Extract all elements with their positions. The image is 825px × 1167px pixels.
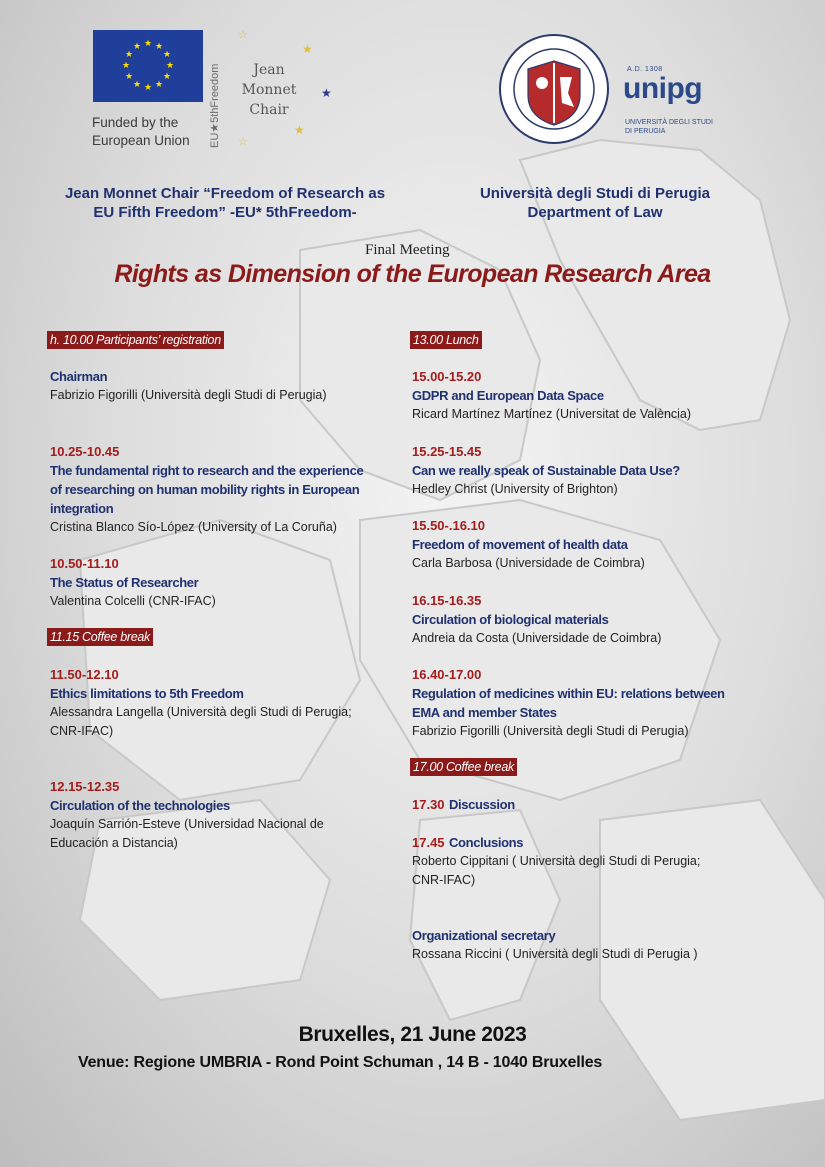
session-time: 11.50-12.10 xyxy=(50,667,119,682)
svg-text:★: ★ xyxy=(133,42,142,52)
registration-badge: h. 10.00 Participants’ registration xyxy=(47,331,224,349)
eu5thfreedom-vertical-label xyxy=(206,40,222,150)
session-speaker: Cristina Blanco Sío-López (University of La Coruña) xyxy=(50,520,337,534)
svg-text:★: ★ xyxy=(155,80,164,90)
secretary-label: Organizational secretary xyxy=(412,928,556,943)
star-icon: ★ xyxy=(294,123,305,137)
header-left-line: Jean Monnet Chair “Freedom of Research as xyxy=(64,185,386,202)
session-title: Circulation of biological materials xyxy=(412,612,609,627)
jm-line: Chair xyxy=(249,102,289,118)
session-time: 15.50-.16.10 xyxy=(412,518,486,533)
svg-text:★: ★ xyxy=(125,72,134,82)
secretary-block xyxy=(412,926,792,964)
unipg-subtitle xyxy=(625,118,735,136)
unipg-year: A.D. 1308 xyxy=(627,66,663,73)
session-time: 10.50-11.10 xyxy=(50,556,119,571)
chairman-block xyxy=(50,367,410,405)
session-speaker: Joaquín Sarrión-Esteve (Universidad Nacional de xyxy=(50,817,324,831)
session-item xyxy=(412,367,792,424)
chairman-label: Chairman xyxy=(50,369,108,384)
unipg-sub-line: DI PERUGIA xyxy=(625,128,666,135)
eu-union-line: European Union xyxy=(92,133,190,148)
discussion-item xyxy=(412,795,792,814)
session-time: 12.15-12.35 xyxy=(50,779,120,794)
header-left xyxy=(40,184,410,222)
svg-text:EU★5thFreedom: EU★5thFreedom xyxy=(209,63,221,148)
session-item xyxy=(50,777,410,853)
session-title: Circulation of the technologies xyxy=(50,798,230,813)
eu-funded-line: Funded by the xyxy=(92,115,179,130)
session-title: EMA and member States xyxy=(412,705,557,720)
header-right-line: Department of Law xyxy=(527,204,663,221)
university-seal-icon xyxy=(498,33,610,145)
coffee-break-badge: 11.15 Coffee break xyxy=(47,628,153,646)
session-item xyxy=(50,442,410,537)
session-title: Conclusions xyxy=(449,835,524,850)
svg-text:★: ★ xyxy=(125,50,134,60)
coffee-break-badge: 17.00 Coffee break xyxy=(410,758,517,776)
unipg-sub-line: UNIVERSITÀ DEGLI STUDI xyxy=(625,119,713,126)
session-speaker: Educación a Distancia) xyxy=(50,836,178,850)
star-icon: ☆ xyxy=(238,29,248,41)
svg-text:★: ★ xyxy=(144,83,153,93)
session-speaker: Carla Barbosa (Universidade de Coimbra) xyxy=(412,556,645,570)
session-time: 16.40-17.00 xyxy=(412,667,482,682)
city-date: Bruxelles, 21 June 2023 xyxy=(298,1023,527,1046)
star-icon: ★ xyxy=(302,42,313,56)
session-speaker: Andreia da Costa (Universidade de Coimbra) xyxy=(412,631,662,645)
session-speaker: Valentina Colcelli (CNR-IFAC) xyxy=(50,594,216,608)
session-title: Ethics limitations to 5th Freedom xyxy=(50,686,244,701)
jm-line: Monnet xyxy=(241,82,297,98)
jean-monnet-chair-logo xyxy=(234,60,304,120)
jm-line: Jean xyxy=(253,62,285,78)
session-item xyxy=(412,442,792,499)
page-title: Rights as Dimension of the European Research Area xyxy=(114,260,711,288)
venue: Venue: Regione UMBRIA - Rond Point Schuman , 14 B - 1040 Bruxelles xyxy=(78,1054,603,1071)
session-time: 16.15-16.35 xyxy=(412,593,482,608)
header-right xyxy=(460,184,730,222)
star-icon: ★ xyxy=(321,86,332,100)
session-speaker: Ricard Martínez Martínez (Universitat de València) xyxy=(412,407,692,421)
session-speaker: Fabrizio Figorilli (Università degli Studi di Perugia) xyxy=(412,724,689,738)
session-title: The Status of Researcher xyxy=(50,575,199,590)
session-item xyxy=(50,665,410,741)
session-item xyxy=(412,665,792,741)
session-time: 10.25-10.45 xyxy=(50,444,120,459)
chairman-name: Fabrizio Figorilli (Università degli Studi di Perugia) xyxy=(50,388,327,402)
conclusions-item xyxy=(412,833,792,890)
session-title: GDPR and European Data Space xyxy=(412,388,604,403)
session-speaker: Hedley Christ (University of Brighton) xyxy=(412,482,618,496)
header-left-line: EU Fifth Freedom” -EU* 5thFreedom- xyxy=(93,204,357,221)
lunch-badge: 13.00 Lunch xyxy=(410,331,482,349)
star-icon: ☆ xyxy=(238,136,248,148)
session-title: The fundamental right to research and the experience xyxy=(50,463,364,478)
session-title: of researching on human mobility rights in European xyxy=(50,482,360,497)
session-title: Discussion xyxy=(449,797,515,812)
session-time: 15.25-15.45 xyxy=(412,444,482,459)
svg-text:★: ★ xyxy=(122,61,131,71)
final-meeting-label: Final Meeting xyxy=(365,242,450,258)
session-speaker: Alessandra Langella (Università degli Studi di Perugia; xyxy=(50,705,352,719)
session-title: Freedom of movement of health data xyxy=(412,537,628,552)
session-title: Regulation of medicines within EU: relations between xyxy=(412,686,725,701)
session-item xyxy=(412,516,792,573)
svg-text:★: ★ xyxy=(163,72,172,82)
unipg-logo: unipg xyxy=(623,72,703,105)
secretary-name: Rossana Riccini ( Università degli Studi di Perugia ) xyxy=(412,947,698,961)
svg-text:★: ★ xyxy=(144,39,153,49)
session-title: integration xyxy=(50,501,114,516)
session-time: 17.30 xyxy=(412,797,445,812)
session-speaker: CNR-IFAC) xyxy=(412,873,476,887)
session-title: Can we really speak of Sustainable Data Use? xyxy=(412,463,680,478)
session-speaker: Roberto Cippitani ( Università degli Studi di Perugia; xyxy=(412,854,701,868)
svg-text:★: ★ xyxy=(155,42,164,52)
svg-text:★: ★ xyxy=(166,61,175,71)
svg-text:★: ★ xyxy=(133,80,142,90)
header-right-line: Università degli Studi di Perugia xyxy=(479,185,711,202)
session-item xyxy=(412,591,792,648)
eu-flag-icon xyxy=(93,30,203,102)
session-time: 15.00-15.20 xyxy=(412,369,482,384)
session-time: 17.45 xyxy=(412,835,445,850)
eu-funded-text xyxy=(92,114,212,150)
svg-text:★: ★ xyxy=(163,50,172,60)
session-item xyxy=(50,554,410,611)
session-speaker: CNR-IFAC) xyxy=(50,724,114,738)
